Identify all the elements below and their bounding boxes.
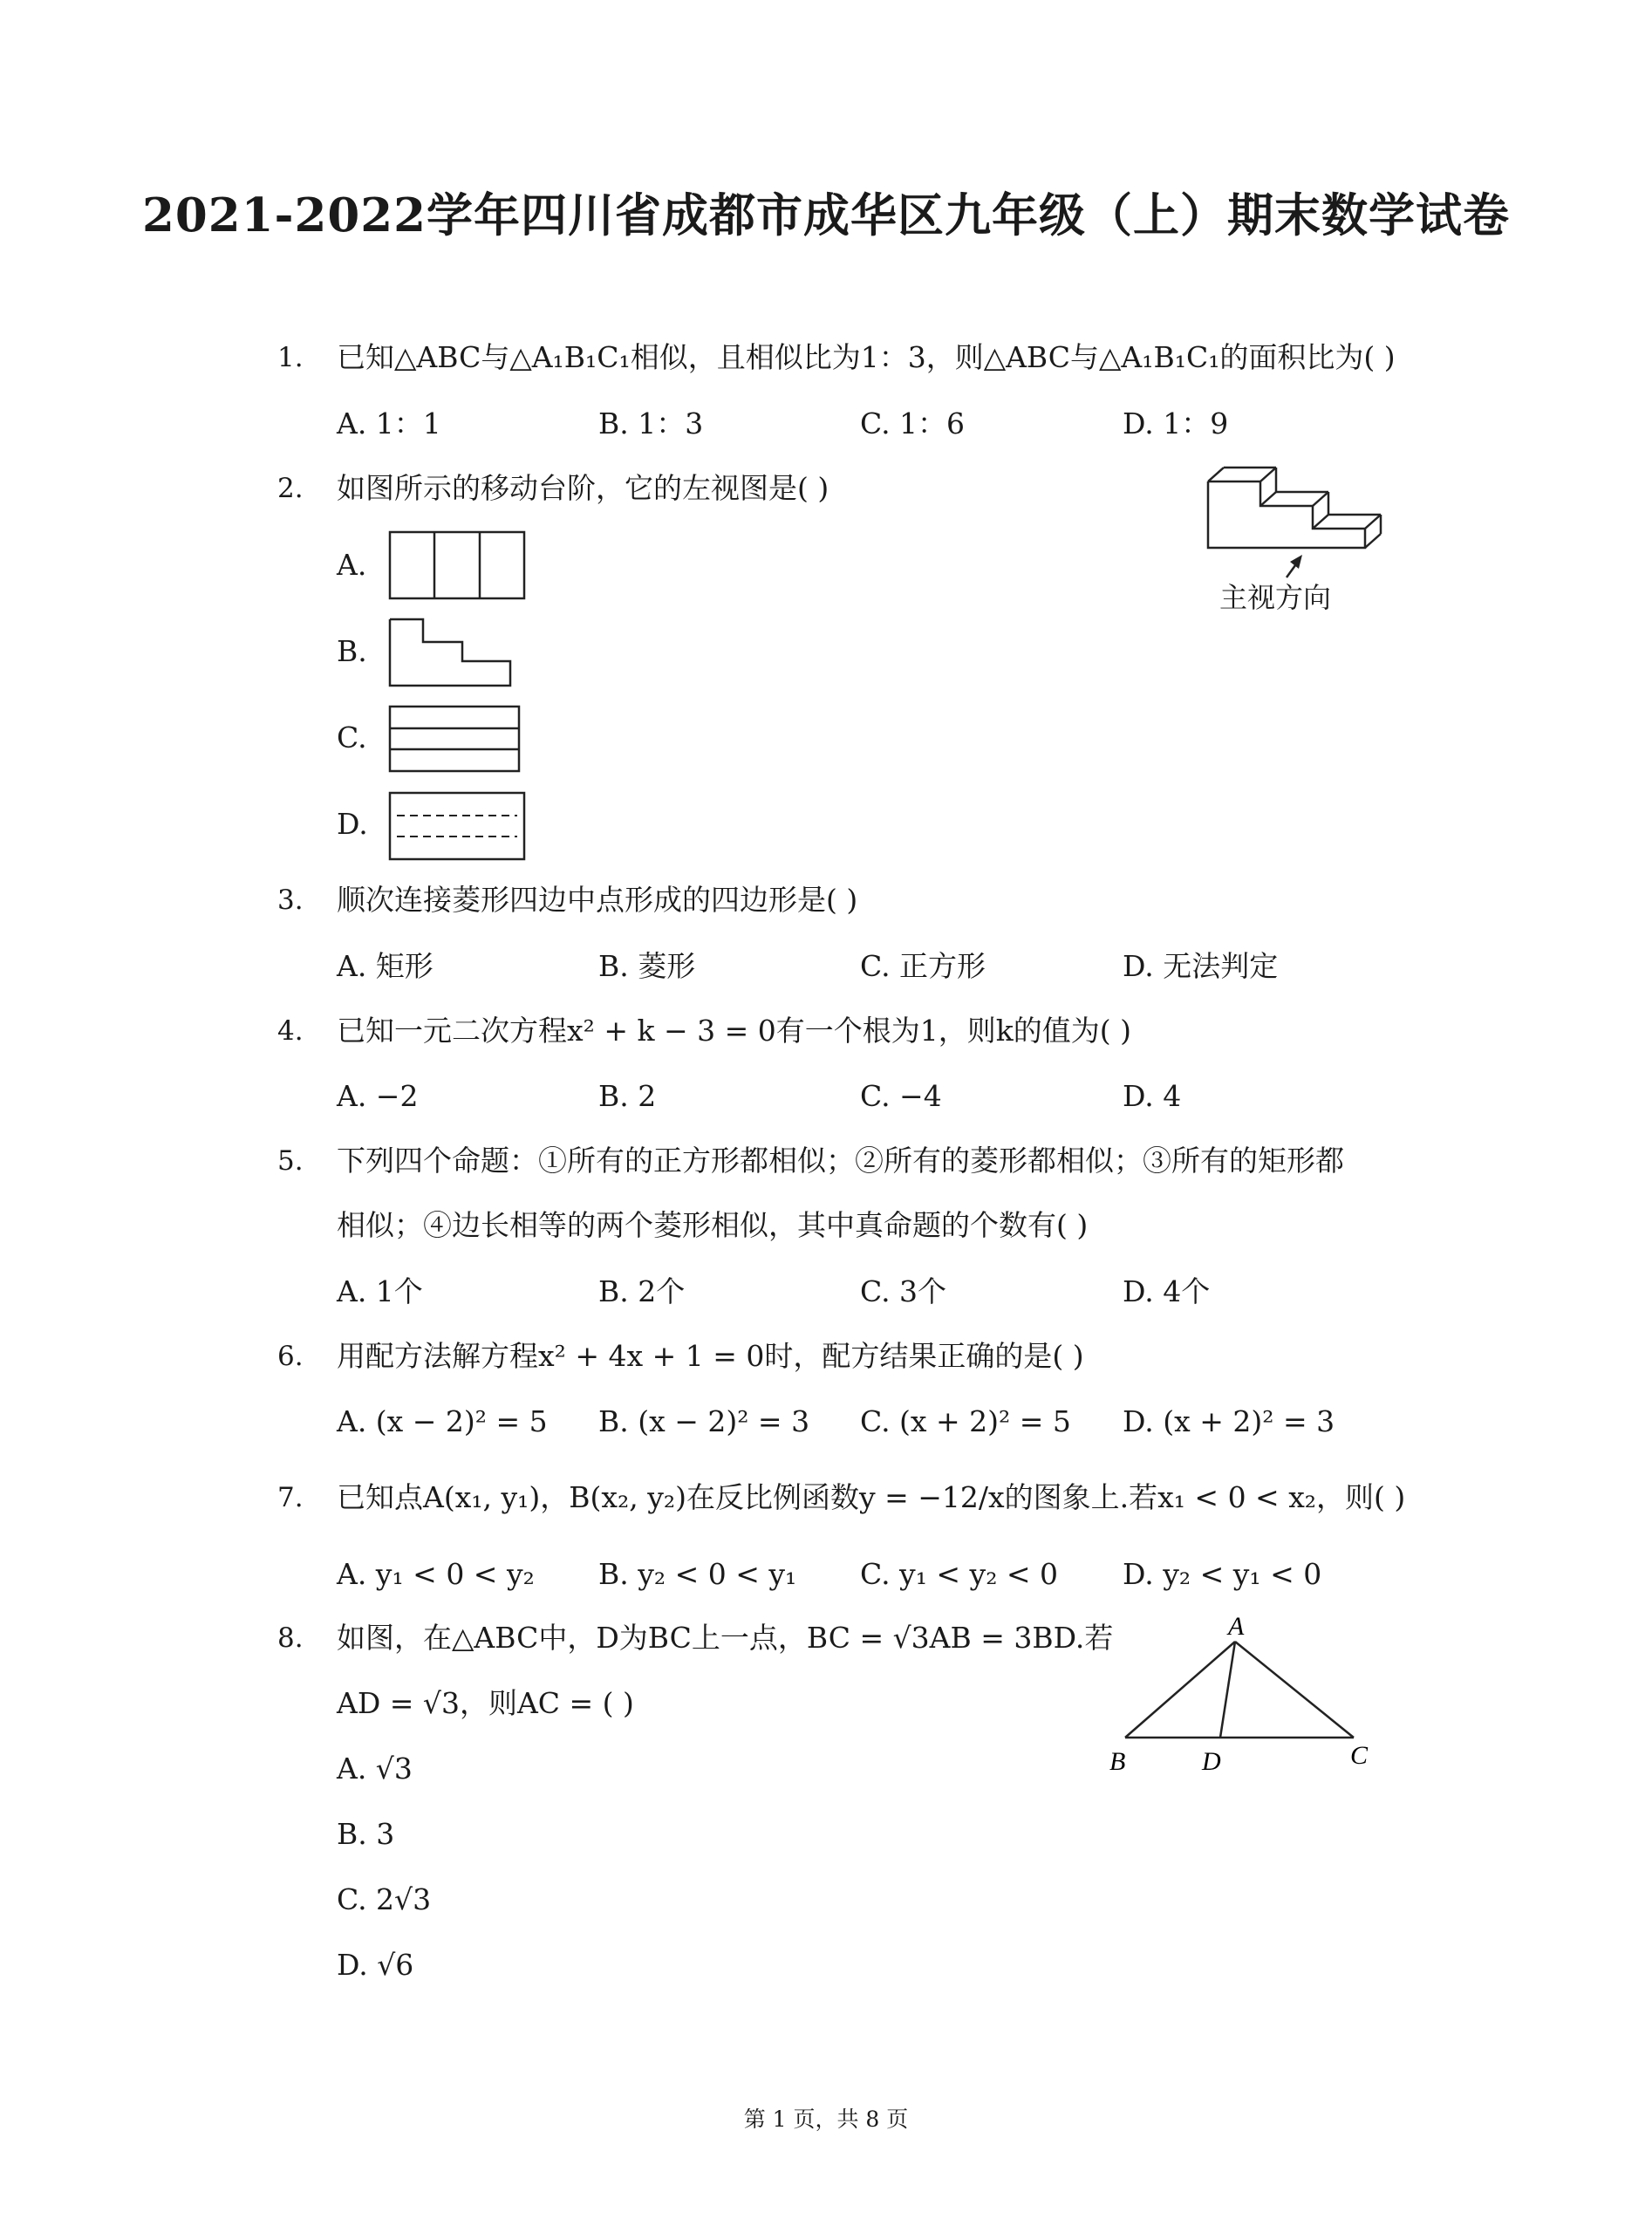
option-b-label: B. (337, 634, 367, 668)
option-b-figure (388, 618, 515, 689)
option-b: B. 3 (337, 1817, 395, 1851)
option-d: D. 4个 (1123, 1274, 1211, 1308)
option-c: C. 正方形 (860, 949, 986, 983)
option-b: B. (x − 2)² = 3 (598, 1404, 810, 1438)
option-b: B. 1：3 (598, 406, 704, 440)
option-d: D. √6 (337, 1948, 414, 1982)
question-text: 已知一元二次方程x² + k − 3 = 0有一个根为1，则k的值为( ) (337, 1014, 1131, 1048)
option-a: A. (x − 2)² = 5 (337, 1404, 548, 1438)
question-number: 7. (277, 1482, 304, 1513)
option-c: C. 1：6 (860, 406, 966, 440)
question-text: 下列四个命题：①所有的正方形都相似；②所有的菱形都相似；③所有的矩形都 (337, 1144, 1344, 1178)
option-c: C. (x + 2)² = 5 (860, 1404, 1071, 1438)
stairs-3d-figure (1199, 461, 1382, 583)
vertex-label-d: D (1202, 1747, 1221, 1776)
question-text: 如图所示的移动台阶，它的左视图是( ) (337, 471, 829, 505)
option-a: A. y₁ < 0 < y₂ (337, 1557, 535, 1591)
page-title: 2021-2022学年四川省成都市成华区九年级（上）期末数学试卷 (141, 188, 1511, 242)
question-text-continued: 相似；④边长相等的两个菱形相似，其中真命题的个数有( ) (337, 1208, 1089, 1242)
option-b: B. y₂ < 0 < y₁ (598, 1557, 797, 1591)
question-text: 顺次连接菱形四边中点形成的四边形是( ) (337, 883, 858, 917)
question-number: 3. (277, 884, 304, 916)
option-d: D. y₂ < y₁ < 0 (1123, 1557, 1322, 1591)
question-text: 已知△ABC与△A₁B₁C₁相似，且相似比为1：3，则△ABC与△A₁B₁C₁的面积比为( ) (337, 340, 1396, 374)
option-a: A. 1：1 (337, 406, 441, 440)
question-number: 6. (277, 1341, 304, 1372)
question-number: 2. (277, 473, 304, 504)
triangle-abc-figure (1099, 1605, 1387, 1779)
option-c: C. 2√3 (337, 1882, 432, 1916)
option-d-label: D. (337, 807, 368, 841)
view-direction-caption: 主视方向 (1219, 581, 1332, 614)
option-d: D. (x + 2)² = 3 (1123, 1404, 1335, 1438)
question-text: 如图，在△ABC中，D为BC上一点，BC = √3AB = 3BD.若 (337, 1621, 1114, 1655)
question-number: 5. (277, 1145, 304, 1177)
vertex-label-c: C (1350, 1741, 1369, 1770)
option-b: B. 菱形 (598, 949, 696, 983)
question-number: 1. (277, 342, 304, 373)
option-d-figure (388, 791, 528, 863)
option-b: B. 2 (598, 1079, 657, 1113)
question-number: 4. (277, 1015, 304, 1047)
option-a-label: A. (337, 548, 367, 582)
option-b: B. 2个 (598, 1274, 686, 1308)
option-d: D. 1：9 (1123, 406, 1229, 440)
vertex-label-b: B (1109, 1747, 1126, 1776)
question-text-continued: AD = √3，则AC = ( ) (337, 1686, 634, 1720)
option-c-label: C. (337, 720, 367, 755)
option-a: A. √3 (337, 1752, 413, 1786)
option-c-figure (388, 705, 523, 775)
option-a: A. 矩形 (337, 949, 433, 983)
option-c: C. 3个 (860, 1274, 947, 1308)
option-c: C. −4 (860, 1079, 942, 1113)
option-d: D. 无法判定 (1123, 949, 1279, 983)
vertex-label-a: A (1228, 1612, 1245, 1641)
question-text: 用配方法解方程x² + 4x + 1 = 0时，配方结果正确的是( ) (337, 1339, 1084, 1373)
question-text: 已知点A(x₁, y₁)，B(x₂, y₂)在反比例函数y = −12/x的图象上.若x₁ < 0 < x₂，则( ) (337, 1480, 1406, 1514)
page-footer: 第 1 页，共 8 页 (743, 2107, 909, 2132)
option-d: D. 4 (1123, 1079, 1182, 1113)
option-a-figure (388, 530, 528, 602)
option-c: C. y₁ < y₂ < 0 (860, 1557, 1059, 1591)
option-a: A. −2 (337, 1079, 419, 1113)
question-number: 8. (277, 1622, 304, 1654)
option-a: A. 1个 (337, 1274, 423, 1308)
